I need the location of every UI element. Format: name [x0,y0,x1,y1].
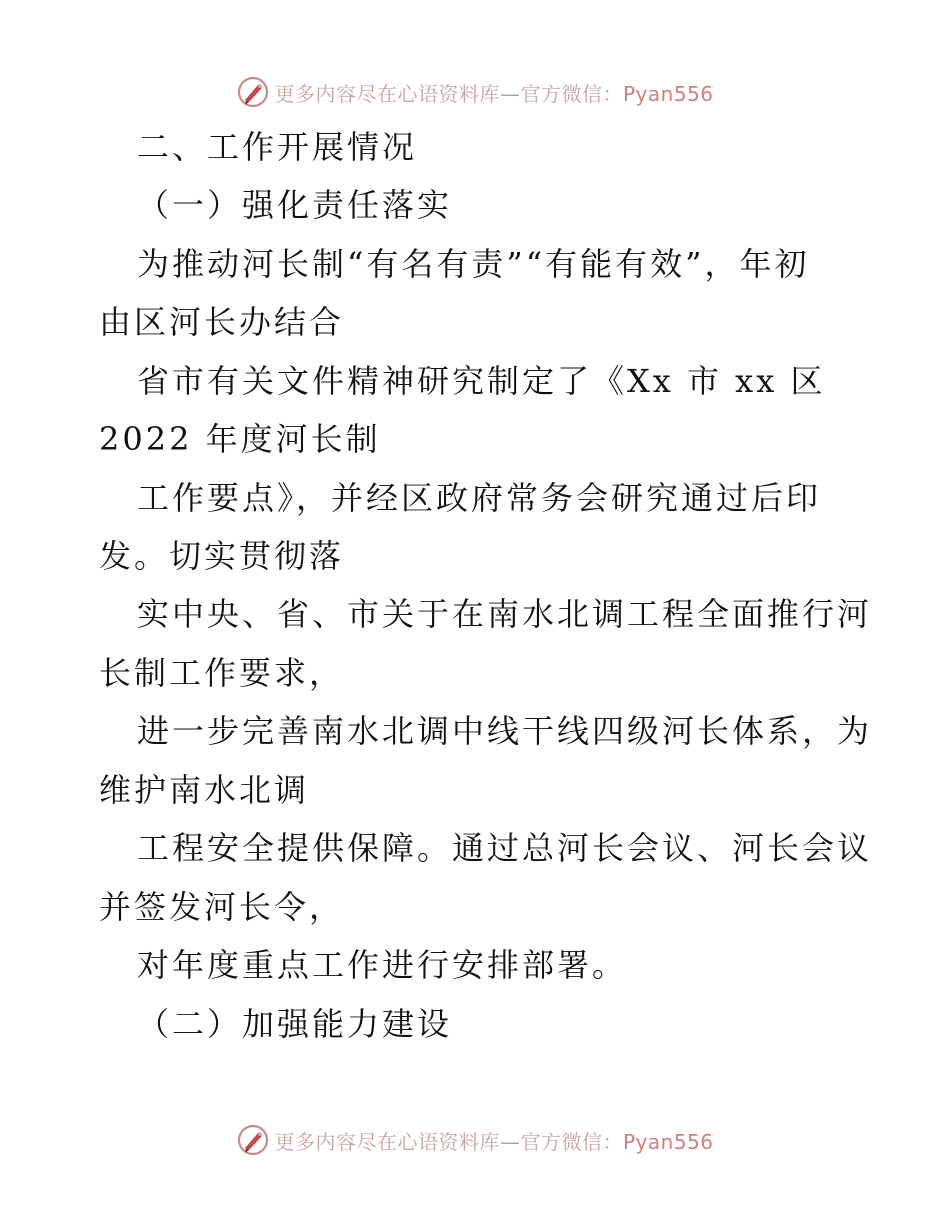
paragraph-line: 对年度重点工作进行安排部署。 [137,946,628,984]
paragraph-line: 由区河长办结合 [99,303,345,341]
paragraph-line: 2022 年度河长制 [99,420,381,458]
paragraph-line: 发。切实贯彻落 [99,537,345,575]
quill-pen-logo-icon [236,75,270,109]
watermark-group [236,75,713,109]
watermark-separator: — [499,1129,521,1154]
paragraph-line: 维护南水北调 [99,771,310,809]
watermark-wechat-label: 官方微信： [520,81,623,106]
watermark-separator: — [499,81,521,106]
section-heading: 二、工作开展情况 [137,128,418,166]
watermark-brand: 更多内容尽在心语资料库 [274,1129,500,1154]
watermark-text [274,1126,713,1155]
header-watermark [0,72,950,112]
watermark-wechat-account: Pyan556 [622,81,714,106]
watermark-brand: 更多内容尽在心语资料库 [274,81,500,106]
watermark-group [236,1123,713,1157]
paragraph-line: 长制工作要求， [99,654,345,692]
paragraph-line: 并签发河长令， [99,888,345,926]
footer-watermark [0,1120,950,1160]
watermark-wechat-account: Pyan556 [622,1129,714,1154]
paragraph-line: 为推动河长制“有名有责”“有能有效”，年初 [137,245,810,283]
paragraph-line: 进一步完善南水北调中线干线四级河长体系，为 [137,712,873,750]
subsection-heading: （二）加强能力建设 [137,1005,453,1043]
paragraph-line: 省市有关文件精神研究制定了《Xx 市 xx 区 [137,362,826,400]
quill-pen-logo-icon [236,1123,270,1157]
subsection-heading: （一）强化责任落实 [137,186,453,224]
paragraph-line: 实中央、省、市关于在南水北调工程全面推行河 [137,595,873,633]
watermark-wechat-label: 官方微信： [520,1129,623,1154]
watermark-text [274,78,713,107]
paragraph-line: 工作要点》，并经区政府常务会研究通过后印 [137,479,822,517]
paragraph-line: 工程安全提供保障。通过总河长会议、河长会议 [137,829,873,867]
